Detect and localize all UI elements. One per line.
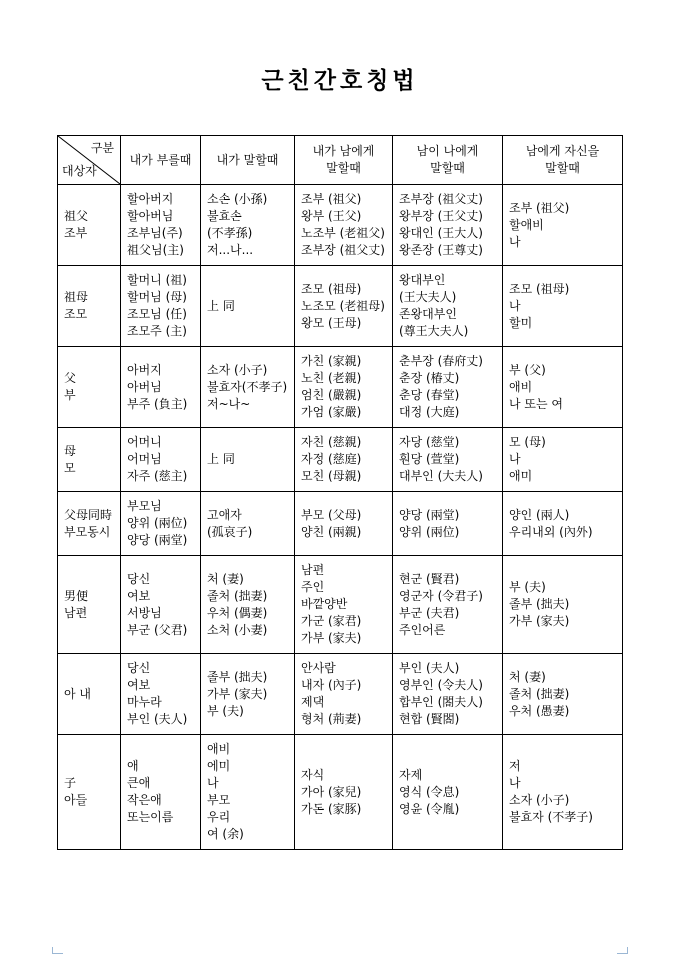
table-cell bbox=[393, 556, 503, 654]
relations-table bbox=[57, 135, 623, 850]
cell-line: 나 bbox=[509, 234, 521, 249]
cell-line: 부모동시 bbox=[64, 524, 111, 539]
cell-line: 자당 (慈堂) bbox=[399, 435, 460, 449]
table-cell bbox=[393, 428, 503, 492]
cell-line: 양친 (兩親) bbox=[301, 524, 362, 539]
cell-line: 불효자 (不孝子) bbox=[509, 810, 593, 824]
cell-line: 할머니 (祖) bbox=[127, 273, 187, 287]
cell-line: 소자 (小子) bbox=[509, 793, 570, 807]
column-header bbox=[201, 136, 295, 185]
cell-line: 제댁 bbox=[301, 695, 325, 709]
cell-line: 우처 (愚妻) bbox=[509, 703, 570, 718]
table-cell bbox=[503, 347, 623, 428]
cell-line: 부 (父) bbox=[509, 362, 546, 377]
cell-line: 부 (夫) bbox=[207, 703, 244, 718]
cell-line: 자제 bbox=[399, 767, 423, 782]
cell-line: 또는이름 bbox=[127, 810, 174, 824]
table-cell bbox=[393, 266, 503, 347]
cell-line: 처 (妻) bbox=[509, 669, 546, 684]
table-cell bbox=[201, 185, 295, 266]
cell-line: 안사람 bbox=[301, 661, 336, 675]
cell-line: 대부인 (大夫人) bbox=[399, 469, 483, 483]
cell-line: 마누라 bbox=[127, 695, 162, 709]
cell-line: 양인 (兩人) bbox=[509, 507, 570, 522]
cell-line: 왕모 (王母) bbox=[301, 315, 362, 330]
table-cell bbox=[295, 556, 393, 654]
cell-line: 현군 (賢君) bbox=[399, 571, 460, 586]
table-cell bbox=[295, 735, 393, 850]
cell-line: 서방님 bbox=[127, 605, 162, 620]
cell-line: 남에게 자신을 bbox=[525, 144, 600, 158]
cell-line: 가부 (家夫) bbox=[301, 631, 362, 645]
cell-line: 졸부 (拙夫) bbox=[207, 669, 268, 684]
cell-line: 양위 (兩位) bbox=[127, 516, 188, 530]
cell-line: 부인 (夫人) bbox=[127, 712, 188, 726]
cell-line: 현합 (賢閤) bbox=[399, 712, 460, 726]
cell-line: 당신 bbox=[127, 571, 151, 586]
table-cell bbox=[503, 492, 623, 556]
cell-line: 내가 남에게 bbox=[312, 144, 375, 158]
cell-line: 자친 (慈親) bbox=[301, 435, 362, 449]
cell-line: 작은애 bbox=[127, 793, 162, 807]
cell-line: 여 (余) bbox=[207, 827, 244, 841]
table-cell bbox=[393, 654, 503, 735]
column-header bbox=[503, 136, 623, 185]
cell-line: 나 bbox=[207, 776, 219, 790]
table-cell bbox=[295, 654, 393, 735]
cell-line: 주인어른 bbox=[399, 622, 446, 637]
table-row bbox=[58, 347, 623, 428]
column-header bbox=[121, 136, 201, 185]
cell-line: 부주 (負主) bbox=[127, 396, 188, 411]
cell-line: 모 bbox=[64, 460, 76, 475]
table-cell bbox=[201, 347, 295, 428]
cell-line: 우리내외 (內外) bbox=[509, 524, 593, 539]
cell-line: 여보 bbox=[127, 678, 151, 692]
cell-line: 왕부장 (王父丈) bbox=[399, 209, 483, 223]
cell-line: 왕대부인 bbox=[399, 273, 446, 287]
cell-line: 저...나... bbox=[207, 243, 254, 257]
cell-line: (孤哀子) bbox=[207, 524, 253, 539]
cell-line: 가엄 (家嚴) bbox=[301, 405, 362, 419]
cell-line: 여보 bbox=[127, 588, 151, 603]
table-row bbox=[58, 185, 623, 266]
subject-cell bbox=[58, 492, 121, 556]
cell-line: (尊王大夫人) bbox=[399, 324, 469, 338]
crop-mark-left bbox=[52, 947, 63, 954]
table-cell bbox=[503, 654, 623, 735]
cell-line: 어머님 bbox=[127, 452, 162, 466]
cell-line: 가아 (家兒) bbox=[301, 784, 362, 799]
cell-line: 父母同時 bbox=[64, 507, 113, 522]
cell-line: 조모 bbox=[64, 307, 88, 321]
table-cell bbox=[295, 492, 393, 556]
table-cell bbox=[121, 185, 201, 266]
cell-line: 불효손 bbox=[207, 209, 242, 223]
cell-line: 춘부장 (春府丈) bbox=[399, 354, 483, 368]
table-cell bbox=[503, 556, 623, 654]
column-header bbox=[393, 136, 503, 185]
cell-line: 불효자(不孝子) bbox=[207, 379, 288, 394]
table-cell bbox=[503, 185, 623, 266]
table-cell bbox=[393, 347, 503, 428]
cell-line: 나 또는 여 bbox=[509, 396, 563, 411]
cell-line: 어머니 bbox=[127, 435, 162, 449]
cell-line: 上 同 bbox=[207, 452, 235, 466]
cell-line: 우리 bbox=[207, 810, 231, 824]
cell-line: 졸부 (拙夫) bbox=[509, 597, 570, 611]
subject-cell bbox=[58, 185, 121, 266]
cell-line: (王大夫人) bbox=[399, 290, 457, 304]
cell-line: 부군 (父君) bbox=[127, 622, 188, 637]
table-cell bbox=[393, 735, 503, 850]
cell-line: 조부장 (祖父丈) bbox=[301, 243, 385, 257]
cell-line: 바깥양반 bbox=[301, 597, 348, 611]
cell-line: 말할때 bbox=[545, 161, 580, 175]
corner-top-label: 구분 bbox=[90, 141, 114, 155]
cell-line: 할아버님 bbox=[127, 209, 174, 223]
cell-line: 조부장 (祖父丈) bbox=[399, 192, 483, 206]
header-row bbox=[58, 136, 623, 185]
cell-line: 내가 말할때 bbox=[216, 152, 279, 167]
cell-line: 당신 bbox=[127, 661, 151, 675]
table-cell bbox=[393, 185, 503, 266]
cell-line: 에미 bbox=[207, 759, 231, 773]
cell-line: 祖母 bbox=[64, 290, 89, 304]
subject-cell bbox=[58, 735, 121, 850]
table-cell bbox=[503, 428, 623, 492]
subject-cell bbox=[58, 347, 121, 428]
cell-line: 할아버지 bbox=[127, 192, 174, 206]
cell-line: 저~나~ bbox=[207, 396, 251, 411]
cell-line: 고애자 bbox=[207, 507, 242, 522]
cell-line: 졸처 (拙妻) bbox=[509, 686, 570, 701]
cell-line: 춘장 (椿丈) bbox=[399, 371, 460, 385]
cell-line: 조모 (祖母) bbox=[509, 281, 570, 296]
cell-line: 큰애 bbox=[127, 776, 151, 790]
cell-line: 자정 (慈庭) bbox=[301, 452, 362, 466]
cell-line: 부 (夫) bbox=[509, 580, 546, 594]
cell-line: 남이 나에게 bbox=[416, 144, 479, 158]
corner-header-cell bbox=[58, 136, 121, 185]
table-cell bbox=[201, 735, 295, 850]
cell-line: 上 同 bbox=[207, 298, 235, 313]
table-cell bbox=[503, 266, 623, 347]
table-row bbox=[58, 735, 623, 850]
cell-line: 할애비 bbox=[509, 217, 544, 232]
cell-line: 왕존장 (王尊丈) bbox=[399, 243, 483, 257]
subject-cell bbox=[58, 654, 121, 735]
cell-line: 말할때 bbox=[430, 161, 465, 175]
cell-line: 노조부 (老祖父) bbox=[301, 226, 385, 240]
table-cell bbox=[201, 428, 295, 492]
cell-line: 조부 bbox=[64, 226, 88, 240]
table-cell bbox=[201, 266, 295, 347]
cell-line: 내자 (內子) bbox=[301, 678, 362, 692]
cell-line: 祖父 bbox=[64, 209, 89, 223]
table-cell bbox=[121, 347, 201, 428]
cell-line: 男便 bbox=[64, 588, 89, 603]
cell-line: 조모 (祖母) bbox=[301, 281, 362, 296]
table-cell bbox=[121, 735, 201, 850]
cell-line: 왕부 (王父) bbox=[301, 209, 362, 223]
cell-line: 부인 (夫人) bbox=[399, 661, 460, 675]
table-cell bbox=[393, 492, 503, 556]
crop-mark-right bbox=[617, 947, 628, 954]
table-cell bbox=[503, 735, 623, 850]
cell-line: 애 bbox=[127, 759, 139, 773]
column-header bbox=[295, 136, 393, 185]
cell-line: 저 bbox=[509, 759, 521, 773]
cell-line: 부모 (父母) bbox=[301, 507, 362, 522]
cell-line: 말할때 bbox=[326, 161, 361, 175]
cell-line: 가군 (家君) bbox=[301, 614, 362, 628]
cell-line: 아들 bbox=[64, 793, 88, 807]
cell-line: 애비 bbox=[509, 379, 533, 394]
cell-line: 영식 (令息) bbox=[399, 784, 460, 799]
cell-line: 노조모 (老祖母) bbox=[301, 298, 385, 313]
table-row bbox=[58, 654, 623, 735]
cell-line: 가부 (家夫) bbox=[509, 614, 570, 628]
cell-line: 나 bbox=[509, 776, 521, 790]
cell-line: 노친 (老親) bbox=[301, 371, 362, 385]
table-row bbox=[58, 428, 623, 492]
corner-bottom-label: 대상자 bbox=[62, 164, 97, 178]
cell-line: 나 bbox=[509, 452, 521, 466]
cell-line: 아 내 bbox=[64, 686, 91, 701]
cell-line: 영군자 (令君子) bbox=[399, 588, 483, 603]
subject-cell bbox=[58, 556, 121, 654]
table-row bbox=[58, 556, 623, 654]
page-title: 근친간호칭법 bbox=[261, 67, 419, 94]
cell-line: (不孝孫) bbox=[207, 226, 253, 240]
cell-line: 대정 (大庭) bbox=[399, 405, 460, 419]
table-cell bbox=[295, 428, 393, 492]
cell-line: 부군 (夫君) bbox=[399, 605, 460, 620]
cell-line: 父 bbox=[64, 371, 77, 385]
cell-line: 자주 (慈主) bbox=[127, 469, 188, 483]
cell-line: 양위 (兩位) bbox=[399, 524, 460, 539]
cell-line: 애비 bbox=[207, 742, 231, 756]
table-body bbox=[58, 185, 623, 850]
cell-line: 영부인 (令夫人) bbox=[399, 678, 483, 692]
table-cell bbox=[201, 654, 295, 735]
cell-line: 남편 bbox=[64, 605, 88, 620]
cell-line: 子 bbox=[64, 776, 77, 790]
cell-line: 할미 bbox=[509, 315, 533, 330]
cell-line: 가친 (家親) bbox=[301, 354, 362, 368]
cell-line: 춘당 (春堂) bbox=[399, 388, 460, 402]
cell-line: 소자 (小子) bbox=[207, 362, 268, 377]
cell-line: 할머님 (母) bbox=[127, 290, 187, 304]
cell-line: 부모 bbox=[207, 793, 231, 807]
cell-line: 소처 (小妻) bbox=[207, 622, 268, 637]
cell-line: 부 bbox=[64, 388, 76, 402]
cell-line: 조모님 (任) bbox=[127, 307, 187, 321]
cell-line: 조모주 (主) bbox=[127, 324, 187, 338]
cell-line: 조부님(주) bbox=[127, 226, 183, 240]
table-cell bbox=[121, 428, 201, 492]
cell-line: 母 bbox=[64, 443, 77, 458]
table-cell bbox=[295, 185, 393, 266]
cell-line: 합부인 (閤夫人) bbox=[399, 695, 483, 709]
subject-cell bbox=[58, 266, 121, 347]
table-cell bbox=[121, 556, 201, 654]
cell-line: 자식 bbox=[301, 767, 325, 782]
cell-line: 우처 (偶妻) bbox=[207, 605, 268, 620]
cell-line: 양당 (兩堂) bbox=[399, 507, 460, 522]
cell-line: 부모님 bbox=[127, 499, 162, 513]
cell-line: 모 (母) bbox=[509, 435, 546, 449]
cell-line: 졸처 (拙妻) bbox=[207, 588, 268, 603]
cell-line: 가돈 (家豚) bbox=[301, 801, 362, 816]
subject-cell bbox=[58, 428, 121, 492]
table-cell bbox=[201, 556, 295, 654]
table-cell bbox=[295, 347, 393, 428]
cell-line: 엄친 (嚴親) bbox=[301, 388, 362, 402]
cell-line: 주인 bbox=[301, 580, 325, 594]
cell-line: 왕대인 (王大人) bbox=[399, 226, 483, 240]
cell-line: 애미 bbox=[509, 469, 533, 483]
cell-line: 祖父님(主) bbox=[127, 243, 184, 257]
table-cell bbox=[121, 492, 201, 556]
cell-line: 조부 (祖父) bbox=[509, 200, 570, 215]
table-cell bbox=[121, 266, 201, 347]
cell-line: 가부 (家夫) bbox=[207, 686, 268, 701]
cell-line: 양당 (兩堂) bbox=[127, 533, 188, 547]
cell-line: 모친 (母親) bbox=[301, 469, 362, 483]
cell-line: 나 bbox=[509, 298, 521, 313]
cell-line: 처 (妻) bbox=[207, 571, 244, 586]
table-row bbox=[58, 492, 623, 556]
table-cell bbox=[295, 266, 393, 347]
cell-line: 영윤 (令胤) bbox=[399, 801, 460, 816]
table-cell bbox=[121, 654, 201, 735]
cell-line: 훤당 (萱堂) bbox=[399, 452, 460, 466]
table-cell bbox=[201, 492, 295, 556]
cell-line: 아버님 bbox=[127, 379, 162, 394]
cell-line: 형처 (荊妻) bbox=[301, 712, 362, 726]
cell-line: 조부 (祖父) bbox=[301, 192, 362, 206]
cell-line: 존왕대부인 bbox=[399, 307, 457, 321]
cell-line: 소손 (小孫) bbox=[207, 192, 268, 206]
cell-line: 내가 부를때 bbox=[129, 152, 192, 167]
table-row bbox=[58, 266, 623, 347]
cell-line: 아버지 bbox=[127, 362, 162, 377]
cell-line: 남편 bbox=[301, 563, 325, 577]
